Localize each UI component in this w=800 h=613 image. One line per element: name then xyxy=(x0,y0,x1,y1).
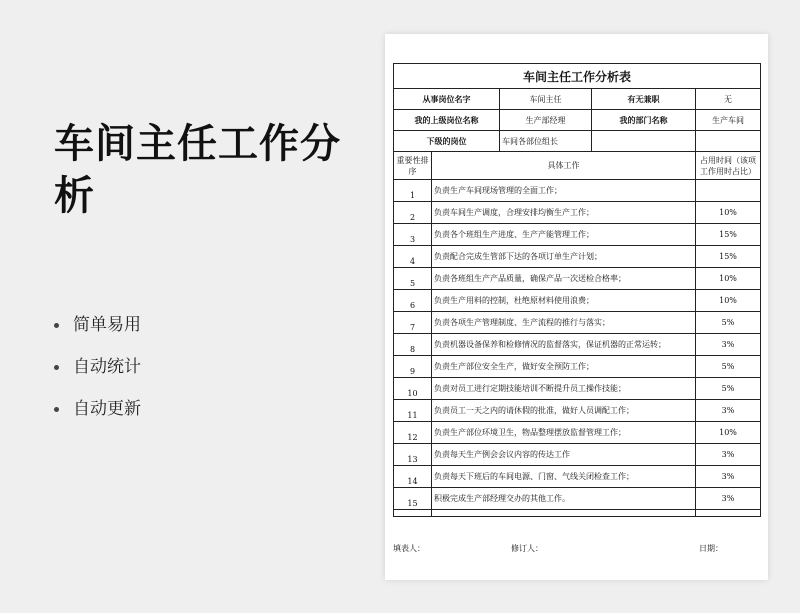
task-ratio: 15% xyxy=(696,224,761,246)
date-label: 日期： xyxy=(699,544,723,553)
feature-item xyxy=(54,398,141,440)
bullet-dot-icon xyxy=(54,323,59,328)
bullet-dot-icon xyxy=(54,365,59,370)
task-desc: 负责每天生产例会会议内容的传达工作 xyxy=(432,444,696,466)
bullet-dot-icon xyxy=(54,407,59,412)
task-row xyxy=(394,224,761,246)
subordinate-value: 车间各部位组长 xyxy=(500,131,592,152)
feature-item xyxy=(54,356,141,398)
task-seq: 1 xyxy=(394,180,432,202)
task-desc: 负责各项生产管理制度、生产流程的推行与落实； xyxy=(432,312,696,334)
superior-label: 我的上级岗位名称 xyxy=(394,110,500,131)
concurrent-value: 无 xyxy=(696,89,761,110)
task-ratio: 10% xyxy=(696,202,761,224)
reviser-label: 修订人： xyxy=(511,544,543,553)
task-desc: 负责各个班组生产进度、生产产能管理工作； xyxy=(432,224,696,246)
task-seq: 4 xyxy=(394,246,432,268)
task-seq: 7 xyxy=(394,312,432,334)
task-ratio: 3% xyxy=(696,466,761,488)
task-seq: 11 xyxy=(394,400,432,422)
task-desc: 负责生产部位安全生产，做好安全预防工作； xyxy=(432,356,696,378)
feature-label: 自动更新 xyxy=(73,399,141,419)
task-desc: 负责车间生产调度，合理安排均衡生产工作； xyxy=(432,202,696,224)
task-row xyxy=(394,290,761,312)
feature-item xyxy=(54,314,141,356)
task-desc: 负责机器设备保养和检修情况的监督落实，保证机器的正常运转； xyxy=(432,334,696,356)
task-desc: 负责各班组生产产品质量，确保产品一次送检合格率； xyxy=(432,268,696,290)
task-row xyxy=(394,246,761,268)
task-desc: 负责每天下班后的车间电源、门窗、气线关闭检查工作； xyxy=(432,466,696,488)
task-ratio: 5% xyxy=(696,312,761,334)
form-preview-sheet xyxy=(385,34,768,580)
task-seq: 8 xyxy=(394,334,432,356)
task-seq: 5 xyxy=(394,268,432,290)
task-desc: 负责员工一天之内的请休假的批准，做好人员调配工作； xyxy=(432,400,696,422)
task-row xyxy=(394,312,761,334)
empty-cell xyxy=(592,131,696,152)
task-ratio: 3% xyxy=(696,444,761,466)
task-desc: 负责生产用料的控制，杜绝原材料使用浪费； xyxy=(432,290,696,312)
task-row xyxy=(394,202,761,224)
task-desc: 负责生产部位环境卫生，物品整理摆放监督管理工作； xyxy=(432,422,696,444)
task-desc: 负责配合完成生管部下达的各项订单生产计划； xyxy=(432,246,696,268)
filler-label: 填表人： xyxy=(393,544,425,553)
task-row xyxy=(394,444,761,466)
feature-label: 简单易用 xyxy=(73,315,141,335)
feature-label: 自动统计 xyxy=(73,357,141,377)
task-seq: 13 xyxy=(394,444,432,466)
superior-value: 生产部经理 xyxy=(500,110,592,131)
task-seq: 3 xyxy=(394,224,432,246)
empty-cell xyxy=(696,131,761,152)
concurrent-label: 有无兼职 xyxy=(592,89,696,110)
task-ratio: 10% xyxy=(696,268,761,290)
seq-header: 重要性排序 xyxy=(394,152,432,180)
task-row xyxy=(394,180,761,202)
task-ratio: 15% xyxy=(696,246,761,268)
task-ratio: 10% xyxy=(696,422,761,444)
task-seq: 12 xyxy=(394,422,432,444)
task-seq: 9 xyxy=(394,356,432,378)
task-ratio: 3% xyxy=(696,334,761,356)
task-desc: 积极完成生产部经理交办的其他工作。 xyxy=(432,488,696,510)
task-row xyxy=(394,356,761,378)
task-seq: 14 xyxy=(394,466,432,488)
department-label: 我的部门名称 xyxy=(592,110,696,131)
task-row xyxy=(394,488,761,510)
spacer-row xyxy=(394,510,761,517)
job-analysis-table xyxy=(393,63,761,517)
form-title: 车间主任工作分析表 xyxy=(394,64,761,89)
task-row xyxy=(394,334,761,356)
ratio-header: 占用时间（该项工作用时占比） xyxy=(696,152,761,180)
task-row xyxy=(394,422,761,444)
task-row xyxy=(394,400,761,422)
task-ratio: 10% xyxy=(696,290,761,312)
task-ratio: 3% xyxy=(696,400,761,422)
task-row xyxy=(394,268,761,290)
task-row xyxy=(394,378,761,400)
task-ratio xyxy=(696,180,761,202)
task-row xyxy=(394,466,761,488)
task-ratio: 5% xyxy=(696,356,761,378)
subordinate-label: 下级的岗位 xyxy=(394,131,500,152)
hero-title: 车间主任工作分析 xyxy=(54,121,341,219)
content-header: 具体工作 xyxy=(432,152,696,180)
task-ratio: 3% xyxy=(696,488,761,510)
job-name-value: 车间主任 xyxy=(500,89,592,110)
feature-list xyxy=(54,314,141,440)
task-seq: 2 xyxy=(394,202,432,224)
task-seq: 10 xyxy=(394,378,432,400)
job-name-label: 从事岗位名字 xyxy=(394,89,500,110)
task-desc: 负责生产车间现场管理的全面工作； xyxy=(432,180,696,202)
task-desc: 负责对员工进行定期技能培训不断提升员工操作技能； xyxy=(432,378,696,400)
department-value: 生产车间 xyxy=(696,110,761,131)
task-seq: 15 xyxy=(394,488,432,510)
task-seq: 6 xyxy=(394,290,432,312)
task-ratio: 5% xyxy=(696,378,761,400)
